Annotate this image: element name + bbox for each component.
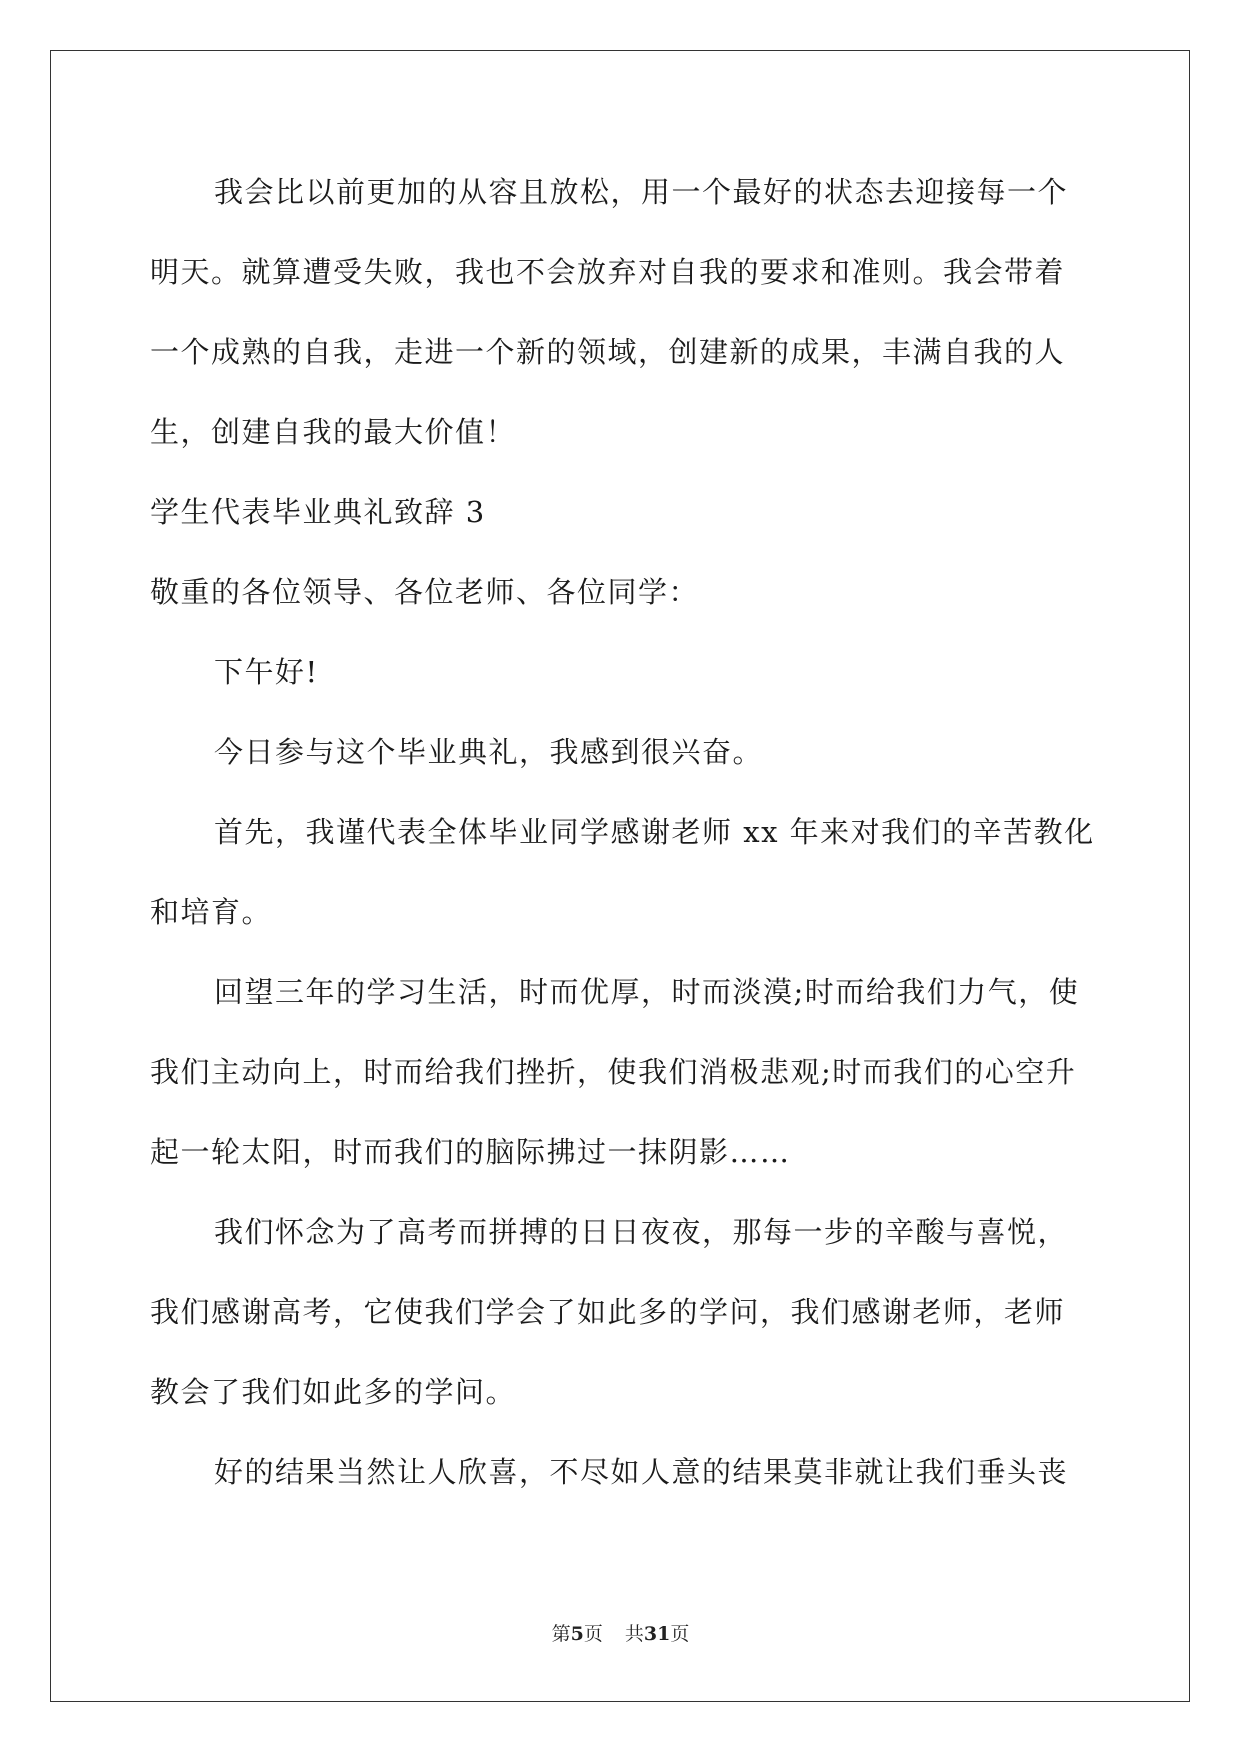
total-pages: 31 [643, 1623, 671, 1645]
text-line: 明天。就算遭受失败，我也不会放弃对自我的要求和准则。我会带着 [150, 255, 1066, 289]
page-footer [0, 1622, 1241, 1646]
text-line: 起一轮太阳，时而我们的脑际拂过一抹阴影…… [150, 1135, 791, 1169]
page-suffix: 页 [583, 1623, 603, 1645]
text-line: 我们感谢高考，它使我们学会了如此多的学问，我们感谢老师，老师 [150, 1295, 1066, 1329]
text-line: 我们怀念为了高考而拼搏的日日夜夜，那每一步的辛酸与喜悦， [214, 1215, 1069, 1249]
text-line: 好的结果当然让人欣喜，不尽如人意的结果莫非就让我们垂头丧 [214, 1455, 1069, 1489]
text-line: 教会了我们如此多的学问。 [150, 1375, 517, 1409]
text-line: 生，创建自我的最大价值！ [150, 415, 517, 449]
text-line: 我会比以前更加的从容且放松，用一个最好的状态去迎接每一个 [214, 175, 1069, 209]
page-number: 5 [570, 1623, 584, 1645]
salutation: 敬重的各位领导、各位老师、各位同学： [150, 575, 700, 609]
text-line: 一个成熟的自我，走进一个新的领域，创建新的成果，丰满自我的人 [150, 335, 1066, 369]
section-heading: 学生代表毕业典礼致辞 3 [150, 495, 486, 529]
greeting: 下午好! [214, 655, 319, 689]
text-line: 我们主动向上，时而给我们挫折，使我们消极悲观;时而我们的心空升 [150, 1055, 1077, 1089]
text-line: 回望三年的学习生活，时而优厚，时而淡漠;时而给我们力气，使 [214, 975, 1080, 1009]
total-suffix: 页 [670, 1623, 690, 1645]
text-line: 今日参与这个毕业典礼，我感到很兴奋。 [214, 735, 764, 769]
total-prefix: 共 [624, 1623, 644, 1645]
page-prefix: 第 [551, 1623, 571, 1645]
text-line: 首先，我谨代表全体毕业同学感谢老师 xx 年来对我们的辛苦教化 [214, 815, 1095, 849]
text-line: 和培育。 [150, 895, 273, 929]
